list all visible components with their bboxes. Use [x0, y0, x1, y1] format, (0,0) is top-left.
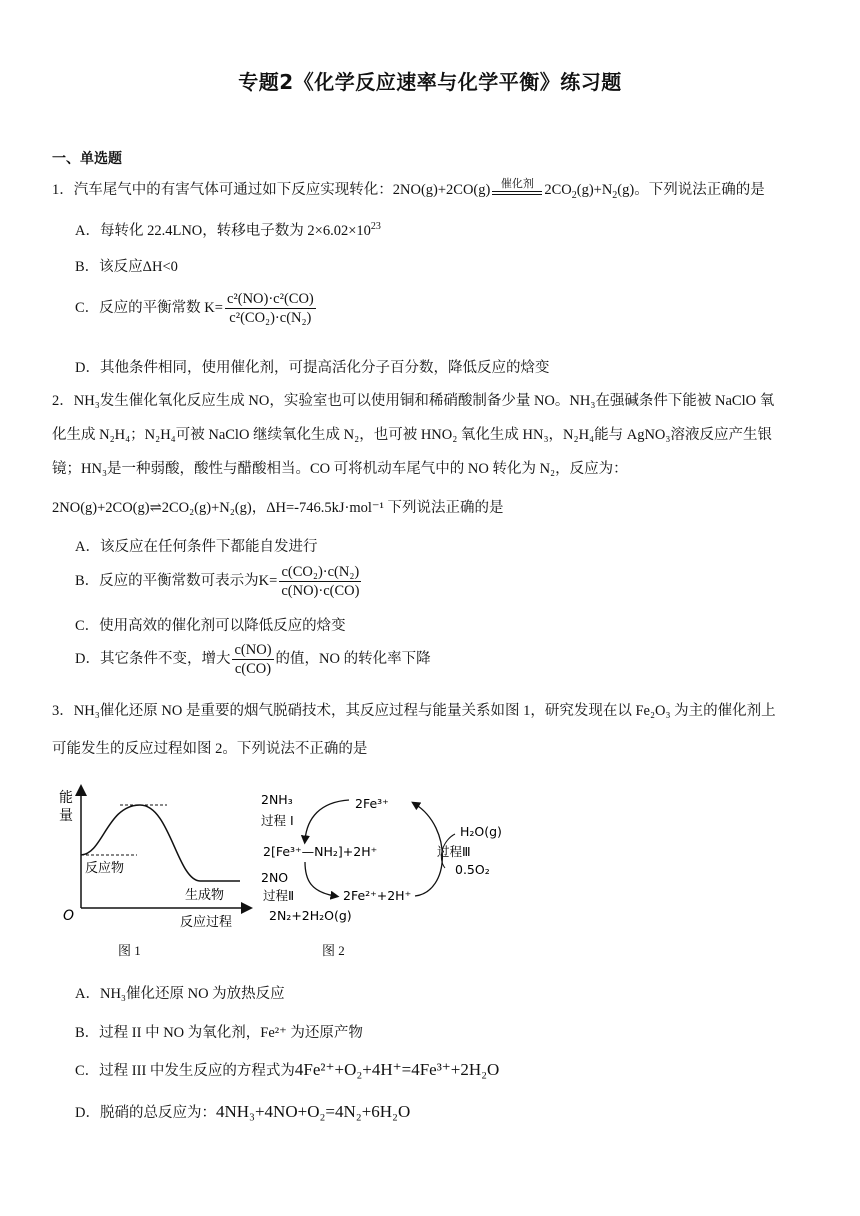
- arrow-process-1: [305, 800, 349, 840]
- q1-stem: 1．汽车尾气中的有害气体可通过如下反应实现转化：2NO(g)+2CO(g) 催化剂 $2CO_2(g)+N_2(g)$。下列说法正确的是: [52, 176, 765, 201]
- products-label: 2N₂+2H₂O(g): [269, 908, 352, 923]
- o2-label: 0.5O₂: [455, 862, 490, 877]
- arrow-process-2: [305, 862, 335, 896]
- process-1-label: 过程 Ⅰ: [261, 813, 294, 828]
- page-title: 专题2《化学反应速率与化学平衡》练习题: [238, 70, 622, 94]
- q2-line1: 2．NH₃发生催化氧化反应生成 NO，实验室也可以使用铜和稀硝酸制备少量 NO。NH₃在强碱条件下能被 NaClO 氧: [52, 393, 775, 409]
- q3-option-b: B．过程 II 中 NO 为氧化剂，Fe²⁺ 为还原产物: [75, 1025, 363, 1041]
- origin-label: O: [63, 908, 75, 924]
- product-label: 生成物: [185, 888, 225, 903]
- q1-option-b: B．该反应ΔH<0: [75, 259, 178, 275]
- q1-option-c: C．反应的平衡常数 K= $\frac{\text{c²(NO)·c²(CO)}}{\text{c²(CO₂)·c(N₂)}}$: [75, 291, 314, 326]
- fe3-label: 2Fe³⁺: [355, 796, 389, 811]
- q2-option-d: D．其它条件不变，增大 $\frac{c(NO)}{c(CO)}$ 的值，NO 的转化率下降: [75, 642, 431, 677]
- figure-2-caption: 图 2: [322, 943, 345, 958]
- complex-label: 2[Fe³⁺—NH₂]+2H⁺: [263, 844, 378, 859]
- figure-1-caption: 图 1: [118, 943, 141, 958]
- q3-option-d: D．脱硝的总反应为：4NH₃+4NO+O₂=4N₂+6H₂O: [75, 1102, 411, 1121]
- figure-2-cycle-diagram: [255, 788, 520, 930]
- q2-option-b: B．反应的平衡常数可表示为K= $\frac{\text{c(CO₂)·c(N₂)}}{c(NO)\cdot c(CO)}$: [75, 564, 360, 599]
- y-label-2: 量: [59, 808, 73, 824]
- q2-line2: 化生成 N₂H₄；N₂H₄可被 NaClO 继续氧化生成 N₂，也可被 HNO₂ 氧化生成 HN₃，N₂H₄能与 AgNO₃溶液反应产生银: [52, 427, 772, 443]
- q2-line3: 镜；HN₃是一种弱酸，酸性与醋酸相当。CO 可将机动车尾气中的 NO 转化为 N₂，反应为：: [52, 461, 628, 477]
- q3-option-a: A．NH₃催化还原 NO 为放热反应: [75, 986, 285, 1002]
- reactant-label: 反应物: [85, 861, 125, 876]
- q3-line1: 3．NH₃催化还原 NO 是重要的烟气脱硝技术，其反应过程与能量关系如图 1，研究发现在以 Fe₂O₃ 为主的催化剂上: [52, 703, 776, 719]
- q2-option-c: C．使用高效的催化剂可以降低反应的焓变: [75, 618, 346, 634]
- x-label: 反应过程: [180, 915, 233, 930]
- h2o-label: H₂O(g): [460, 824, 502, 839]
- process-2-label: 过程Ⅱ: [263, 888, 295, 903]
- process-3-label: 过程Ⅲ: [437, 844, 471, 859]
- catalyst-arrow: 催化剂: [492, 191, 542, 201]
- y-label-1: 能: [59, 790, 73, 806]
- q1-option-d: D．其他条件相同，使用催化剂，可提高活化分子百分数，降低反应的焓变: [75, 360, 550, 376]
- nh3-label: 2NH₃: [261, 792, 293, 807]
- section-heading: 一、单选题: [52, 151, 122, 167]
- q2-option-a: A．该反应在任何条件下都能自发进行: [75, 539, 318, 555]
- fe2-label: 2Fe²⁺+2H⁺: [343, 888, 412, 903]
- q3-line2: 可能发生的反应过程如图 2。下列说法不正确的是: [52, 741, 368, 757]
- q1-option-a: A．每转化 22.4LNO，转移电子数为 $2\times 6.02\times 10^{23}$: [75, 221, 381, 239]
- q3-option-c: C．过程 III 中发生反应的方程式为4Fe²⁺+O₂+4H⁺=4Fe³⁺+2H₂O: [75, 1060, 500, 1079]
- no-label: 2NO: [261, 870, 289, 885]
- q2-equation: 2NO(g)+2CO(g)⇌2CO₂(g)+N₂(g)，ΔH=-746.5kJ·mol⁻¹ 下列说法正确的是: [52, 500, 504, 516]
- figure-1-energy-diagram: [55, 780, 255, 930]
